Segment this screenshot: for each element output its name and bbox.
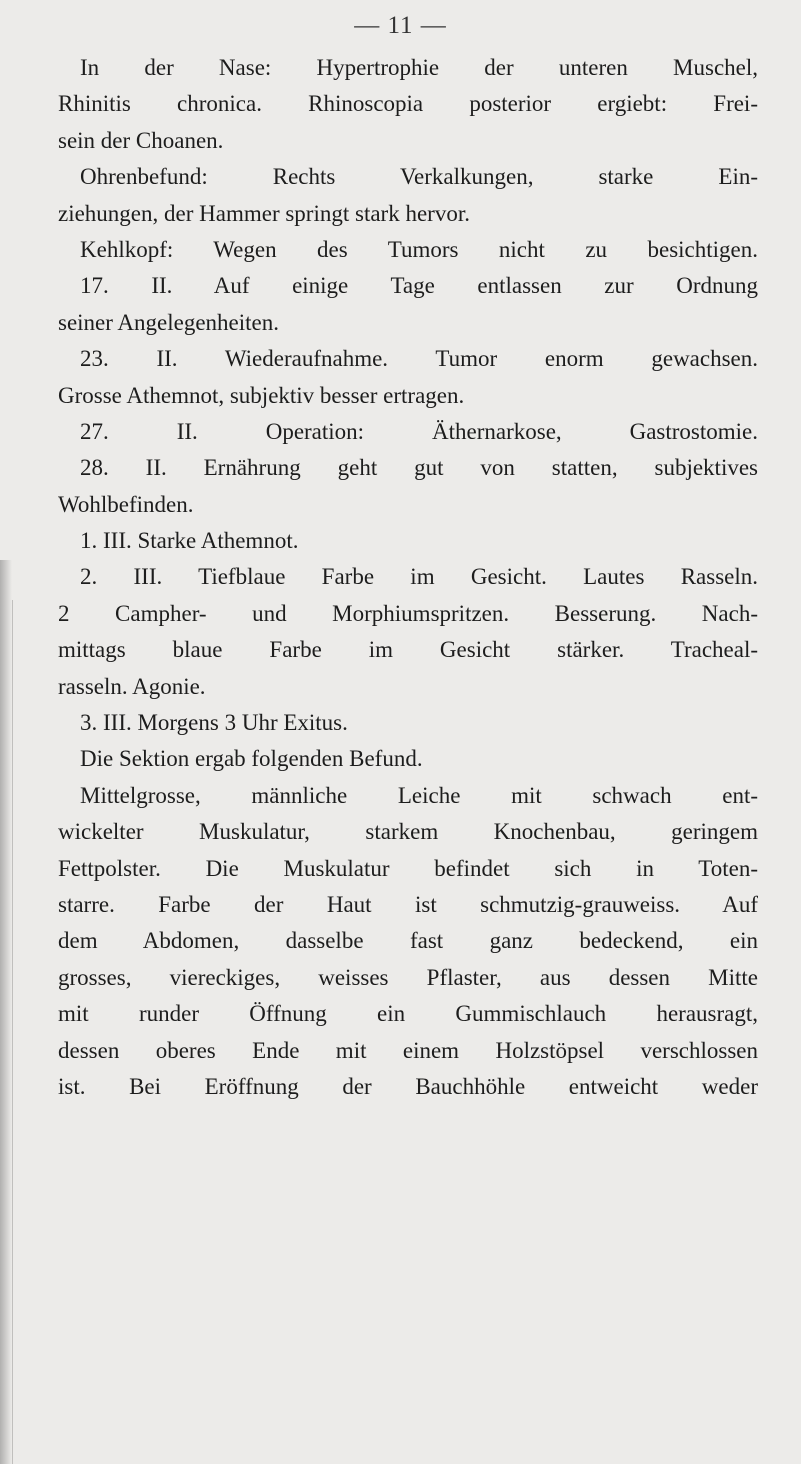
text-line: grosses, viereckiges, weisses Pflaster, aus dessen Mitte: [58, 964, 758, 990]
text-line: Kehlkopf: Wegen des Tumors nicht zu besichtigen.: [80, 236, 758, 262]
text-line: Ohrenbefund: Rechts Verkalkungen, starke Ein-: [80, 164, 758, 190]
text-line: seiner Angelegenheiten.: [58, 309, 279, 335]
text-line: mit runder Öffnung ein Gummischlauch herausragt,: [58, 1001, 758, 1027]
text-line: 3. III. Morgens 3 Uhr Exitus.: [80, 710, 348, 736]
text-line: mittags blaue Farbe im Gesicht stärker. Tracheal-: [58, 637, 758, 663]
text-line: Rhinitis chronica. Rhinoscopia posterior ergiebt: Frei-: [58, 91, 758, 117]
text-line: ziehungen, der Hammer springt stark hervor.: [58, 200, 470, 226]
text-line: rasseln. Agonie.: [58, 673, 206, 699]
text-line: 28. II. Ernährung geht gut von statten, subjektives: [80, 455, 758, 481]
page-edge-line: [12, 600, 13, 1464]
text-line: Fettpolster. Die Muskulatur befindet sich in Toten-: [58, 855, 758, 881]
page-edge-shadow: [0, 560, 12, 1464]
text-line: Die Sektion ergab folgenden Befund.: [80, 746, 423, 772]
text-line: 1. III. Starke Athemnot.: [80, 528, 299, 554]
text-line: ist. Bei Eröffnung der Bauchhöhle entweicht weder: [58, 1073, 758, 1099]
text-line: Grosse Athemnot, subjektiv besser ertragen.: [58, 382, 465, 408]
text-line: sein der Choanen.: [58, 127, 224, 153]
text-line: 23. II. Wiederaufnahme. Tumor enorm gewachsen.: [80, 346, 758, 372]
text-line: starre. Farbe der Haut ist schmutzig-grauweiss. Auf: [58, 891, 758, 917]
text-line: dem Abdomen, dasselbe fast ganz bedeckend, ein: [58, 928, 758, 954]
page-number: — 11 —: [354, 12, 447, 39]
text-line: In der Nase: Hypertrophie der unteren Muschel,: [80, 55, 758, 80]
body-text: [58, 50, 758, 1105]
text-line: Mittelgrosse, männliche Leiche mit schwach ent-: [80, 782, 758, 808]
text-line: 2 Campher- und Morphiumspritzen. Besserung. Nach-: [58, 600, 758, 626]
text-line: 17. II. Auf einige Tage entlassen zur Ordnung: [80, 273, 758, 299]
text-line: dessen oberes Ende mit einem Holzstöpsel verschlossen: [58, 1037, 758, 1063]
text-line: 2. III. Tiefblaue Farbe im Gesicht. Lautes Rasseln.: [80, 564, 758, 590]
text-line: 27. II. Operation: Äthernarkose, Gastrostomie.: [80, 418, 758, 444]
text-line: wickelter Muskulatur, starkem Knochenbau, geringem: [58, 819, 758, 845]
text-line: Wohlbefinden.: [58, 491, 194, 517]
